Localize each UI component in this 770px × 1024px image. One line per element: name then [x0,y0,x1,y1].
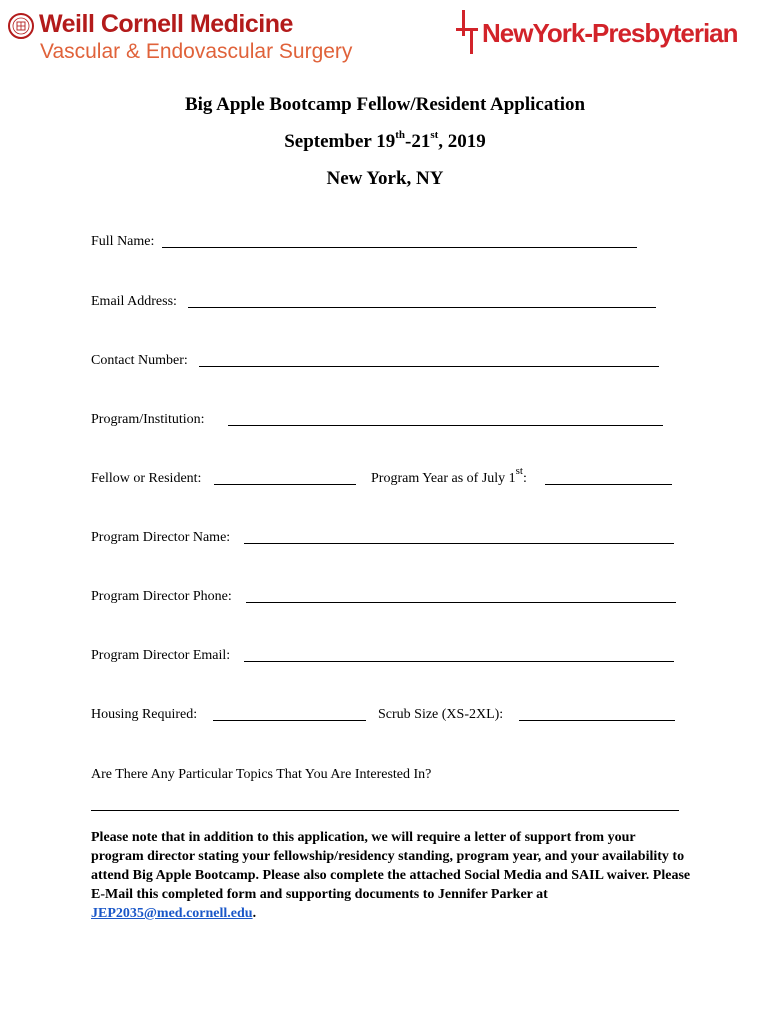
program-director-email-label: Program Director Email: [91,648,231,663]
program-institution-label: Program/Institution: [91,412,205,427]
program-director-phone-field[interactable] [246,602,676,603]
scrub-size-field[interactable] [519,720,675,721]
contact-email-link[interactable]: JEP2035@med.cornell.edu [91,906,253,921]
event-dates-year: , 2019 [438,131,486,152]
page-header [0,0,770,80]
topics-question-label: Are There Any Particular Topics That You Are Interested In? [91,767,432,782]
housing-required-field[interactable] [213,720,366,721]
event-dates-end-suffix: st [430,128,439,141]
fellow-or-resident-label: Fellow or Resident: [91,471,202,486]
program-director-name-field[interactable] [244,543,674,544]
program-director-name-label: Program Director Name: [91,530,231,545]
contact-number-field[interactable] [199,366,659,367]
program-year-label-suffix: st [515,465,523,478]
submission-note [91,828,691,923]
program-director-phone-label: Program Director Phone: [91,589,232,604]
nyp-name: NewYork-Presbyterian [482,18,738,48]
program-year-label-text: Program Year as of July 1 [371,471,516,486]
cornell-seal-icon [8,13,34,39]
event-dates-start-suffix: th [395,128,405,141]
housing-required-label: Housing Required: [91,707,198,722]
event-dates [0,128,770,153]
scrub-size-label: Scrub Size (XS-2XL): [378,707,504,722]
event-dates-end: -21 [405,131,431,152]
full-name-label: Full Name: [91,234,155,249]
contact-number-label: Contact Number: [91,353,188,368]
fellow-or-resident-field[interactable] [214,484,356,485]
email-address-label: Email Address: [91,294,177,309]
program-year-label-colon: : [523,471,527,486]
event-dates-start: September 19 [284,131,396,152]
submission-note-text: Please note that in addition to this application, we will require a letter of support from your program director stating your fellowship/residency standing, program year, and your availability to attend Big Apple Bootcamp. Please also complete the attached Social Media and SAIL waiver. Please E-Mail this completed form and supporting documents to Jennifer Parker at [91,830,691,902]
program-year-field[interactable] [545,484,672,485]
topics-field[interactable] [91,810,679,811]
program-institution-field[interactable] [228,425,663,426]
submission-note-end: . [252,906,257,921]
event-location: New York, NY [326,168,444,189]
nyp-mark-icon [456,8,482,56]
program-director-email-field[interactable] [244,661,674,662]
form-title: Big Apple Bootcamp Fellow/Resident Application [184,94,586,115]
full-name-field[interactable] [162,247,637,248]
department-name: Vascular & Endovascular Surgery [40,40,353,63]
email-address-field[interactable] [188,307,656,308]
weill-cornell-name: Weill Cornell Medicine [39,10,293,38]
program-year-label [371,465,527,487]
